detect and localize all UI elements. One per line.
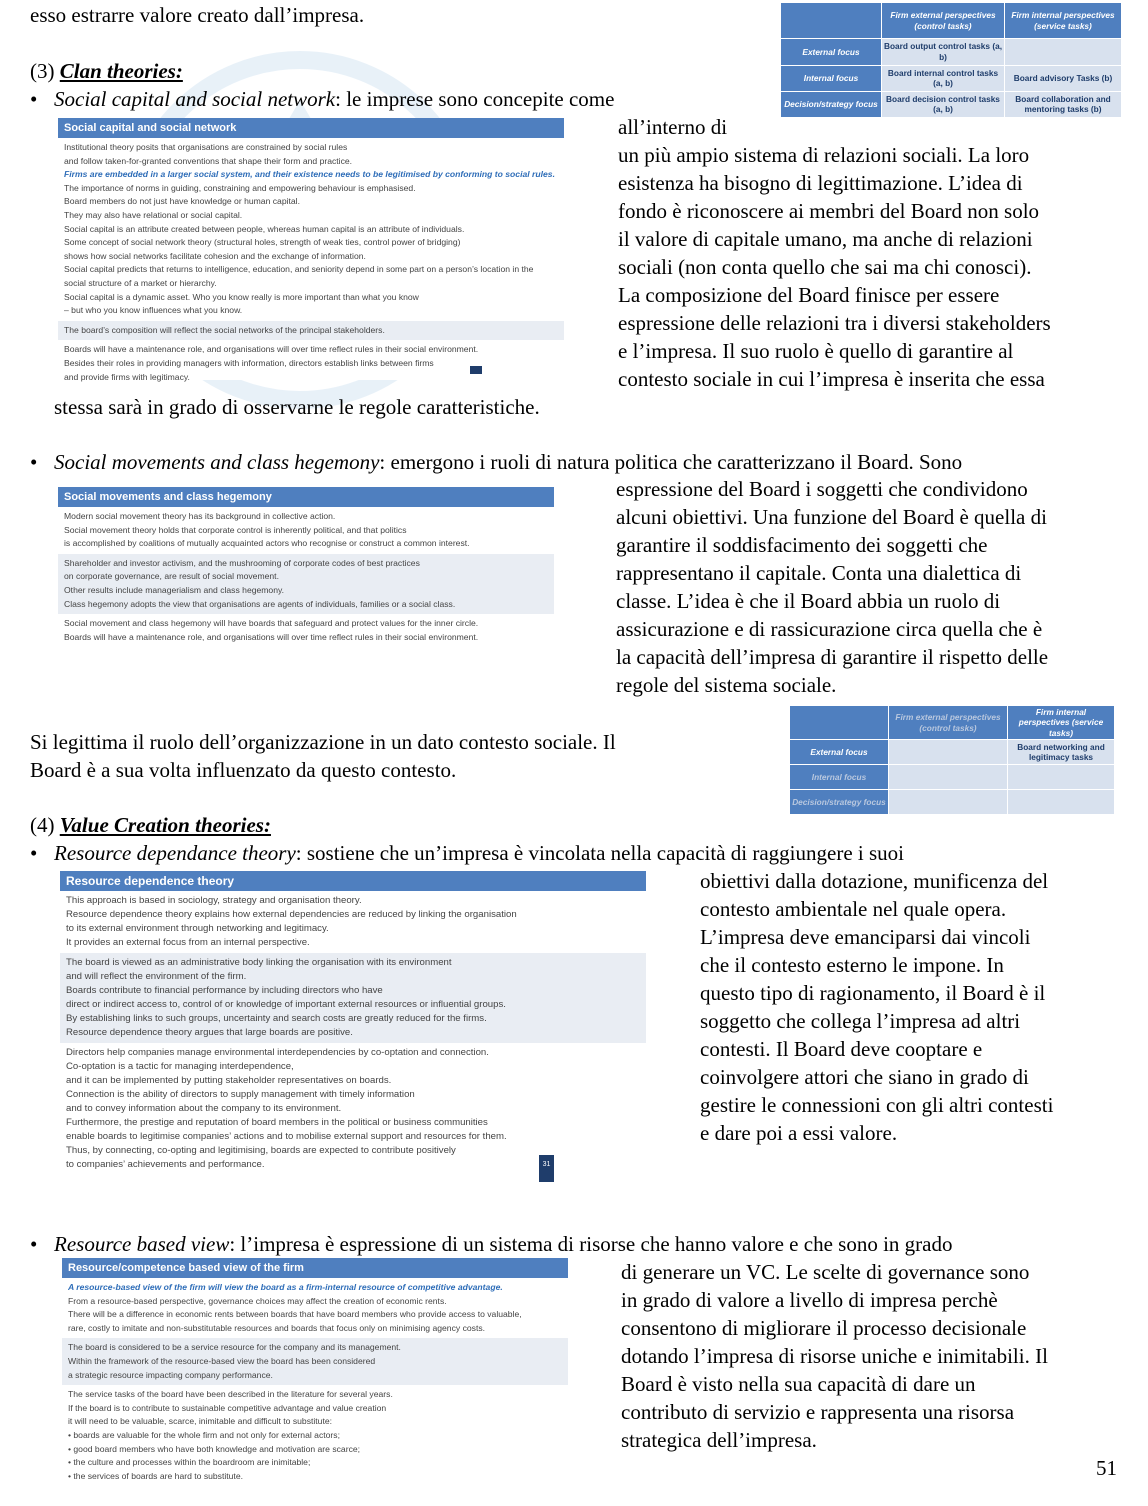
table-corner xyxy=(781,3,882,39)
bullet-resource-dependance: • Resource dependance theory: sostiene che un’impresa è vincolata nella capacità di raggiungere i suoi xyxy=(30,841,904,865)
table-cell xyxy=(1008,790,1115,815)
board-tasks-table xyxy=(780,2,1122,118)
slide-line: shows how social networks facilitate cohesion and the exchange of information. xyxy=(64,250,366,261)
section-number: (3) xyxy=(30,59,60,83)
text-line: e dare poi a essi valore. xyxy=(700,1121,898,1145)
table-cell: Board networking and legitimacy tasks xyxy=(1008,740,1115,765)
text-line: sociali (non conta quello che sai ma chi conosci). xyxy=(618,255,1032,279)
slide-line: Social capital is a dynamic asset. Who you know really is more important than what you know xyxy=(64,291,419,302)
slide-line: to its external environment through networking and legitimacy. xyxy=(66,923,329,934)
text-line: in grado di valore a livello di impresa perchè xyxy=(621,1288,998,1312)
slide-line: Class hegemony adopts the view that organisations are agents of individuals, families or a social class. xyxy=(64,598,456,609)
slide-line: Modern social movement theory has its background in collective action. xyxy=(64,511,336,521)
text-line: Board è a sua volta influenzato da questo contesto. xyxy=(30,758,457,782)
slide-line: A resource-based view of the firm will view the board as a firm-internal resource of competitive advantage. xyxy=(68,1282,503,1292)
slide-rbv xyxy=(62,1258,568,1502)
slide-line: and provide firms with legitimacy. xyxy=(64,371,190,382)
slide-bullet: • the services of boards are hard to substitute. xyxy=(68,1470,562,1484)
slide-title: Social capital and social network xyxy=(58,118,564,138)
text-line: contributo di servizio e rappresenta una risorsa xyxy=(621,1400,1015,1424)
table-row-head: Internal focus xyxy=(790,765,889,790)
slide-line: The board’s composition will reflect the social networks of the principal stakeholders. xyxy=(64,324,385,335)
slide-line: and to convey information about the company to its environment. xyxy=(66,1103,342,1114)
slide-line: and it can be implemented by putting stakeholder representatives on boards. xyxy=(66,1075,392,1086)
table-row-head: Decision/strategy focus xyxy=(781,91,882,117)
bullet-term: Resource dependance theory xyxy=(54,841,296,865)
text-line: all’interno di xyxy=(618,115,728,139)
text-line: un più ampio sistema di relazioni sociali. La loro xyxy=(618,143,1030,167)
table-row-head: Internal focus xyxy=(781,65,882,91)
table-col-head: Firm external perspectives (control tasks) xyxy=(882,3,1005,39)
slide-line: – but who you know influences what you know. xyxy=(64,305,243,316)
table-cell xyxy=(889,790,1008,815)
slide-bullet: • the culture and processes within the boardroom are inimitable; xyxy=(68,1456,562,1470)
text-line: obiettivi dalla dotazione, munificenza del xyxy=(700,869,1049,893)
table-row-head: External focus xyxy=(790,740,889,765)
slide-line: on corporate governance, are result of social movement. xyxy=(64,571,279,582)
slide-line: social structure of a market or hierarchy. xyxy=(64,277,217,288)
bullet-rbv: • Resource based view: l’impresa è espressione di un sistema di risorse che hanno valore e che sono in grado xyxy=(30,1232,953,1256)
slide-title: Resource/competence based view of the firm xyxy=(62,1258,568,1278)
slide-line: By establishing links to such groups, uncertainty and search costs are greatly reduced for the firms. xyxy=(66,1013,487,1024)
slide-line: Boards contribute to financial performance by including directors who have xyxy=(66,985,383,996)
slide-line: Shareholder and investor activism, and the mushrooming of corporate codes of best practices xyxy=(64,557,420,568)
board-tasks-table-2 xyxy=(789,705,1115,815)
slide-line: The board is considered to be a service resource for the company and its management. xyxy=(68,1342,401,1353)
text-line: dotando l’impresa di risorse uniche e inimitabili. Il xyxy=(621,1344,1048,1368)
slide-line: Furthermore, the prestige and reputation of board members in the political or business communities xyxy=(66,1117,488,1128)
slide-line: Social movement and class hegemony will have boards that safeguard and protect values for the inner circle. xyxy=(64,618,479,629)
table-cell xyxy=(889,740,1008,765)
table-cell: Board advisory Tasks (b) xyxy=(1005,65,1122,91)
section-number: (4) xyxy=(30,813,60,837)
slide-social-movements xyxy=(58,487,554,679)
slide-line: The board is viewed as an administrative body linking the organisation with its environment xyxy=(66,957,452,968)
paragraph-rbv xyxy=(621,1258,1048,1454)
section-value-heading xyxy=(30,811,271,839)
slide-line: Social capital is an attribute created between people, whereas human capital is an attribute of individuals. xyxy=(64,223,465,234)
slide-line: Resource dependence theory explains how external dependencies are reduced by linking the organisation xyxy=(66,909,517,920)
slide-line: rare, costly to imitate and non-substitutable resources and boards that focus only on minimising agency costs. xyxy=(68,1322,486,1333)
slide-line: Board members do not just have knowledge or human capital. xyxy=(64,196,300,207)
text-line: L’impresa deve emanciparsi dai vincoli xyxy=(700,925,1031,949)
table-cell: Board decision control tasks (a, b) xyxy=(882,91,1005,117)
slide-line: enable boards to legitimise companies’ actions and to mobilise external support and resources for them. xyxy=(66,1131,507,1142)
section-clan-heading xyxy=(30,57,183,85)
slide-line: is accomplished by coalitions of mutually acquainted actors who recognise or construct a common interest. xyxy=(64,538,470,549)
section-title: Clan theories: xyxy=(59,59,183,83)
slide-line: and will reflect the environment of the firm. xyxy=(66,971,247,982)
table-cell xyxy=(1008,765,1115,790)
slide-line: Institutional theory posits that organisations are constrained by social rules xyxy=(64,142,348,152)
page-number: 51 xyxy=(1096,1456,1117,1480)
bullet-term: Social capital and social network xyxy=(54,87,336,111)
bullet-text: : le imprese sono concepite come xyxy=(335,87,615,111)
text-line: gestire le connessioni con gli altri contesti xyxy=(700,1093,1054,1117)
slide-line: From a resource-based perspective, governance choices may affect the creation of economic rents. xyxy=(68,1295,447,1306)
bullet-text: : sostiene che un’impresa è vincolata nella capacità di raggiungere i suoi xyxy=(295,841,904,865)
slide-line: Connection is the ability of directors to supply management with timely information xyxy=(66,1089,415,1100)
slide-line: it will need to be valuable, scarce, inimitable and difficult to substitute: xyxy=(68,1416,333,1427)
slide-line: a strategic resource impacting company performance. xyxy=(68,1369,273,1380)
slide-line: Other results include managerialism and class hegemony. xyxy=(64,584,285,595)
slide-title: Resource dependence theory xyxy=(60,871,646,891)
slide-social-capital xyxy=(58,118,564,380)
slide-line: The importance of norms in guiding, constraining and empowering behaviour is emphasised. xyxy=(64,182,416,193)
table-cell: Board collaboration and mentoring tasks (b) xyxy=(1005,91,1122,117)
slide-line: It provides an external focus from an internal perspective. xyxy=(66,937,310,948)
bullet-social-capital: • Social capital and social network: le imprese sono concepite come xyxy=(30,87,615,111)
paragraph-tail: stessa sarà in grado di osservarne le regole caratteristiche. xyxy=(54,395,540,419)
text-line: strategica dell’impresa. xyxy=(621,1428,817,1452)
text-line: questo tipo di ragionamento, il Board è il xyxy=(700,981,1046,1005)
table-cell xyxy=(889,765,1008,790)
text-line: contesto sociale in cui l’impresa è inserita che essa xyxy=(618,367,1045,391)
text-line: espressione del Board i soggetti che condividono xyxy=(616,477,1028,501)
slide-line: The service tasks of the board have been described in the literature for several years. xyxy=(68,1389,393,1400)
text-line: garantire il soddisfacimento dei soggetti che xyxy=(616,533,988,557)
intro-line: esso estrarre valore creato dall’impresa. xyxy=(30,3,365,27)
table-row-head: Decision/strategy focus xyxy=(790,790,889,815)
table-cell: Board output control tasks (a, b) xyxy=(882,39,1005,65)
slide-line: Co-optation is a tactic for managing interdependence, xyxy=(66,1061,294,1072)
text-line: esistenza ha bisogno di legittimazione. L’idea di xyxy=(618,171,1023,195)
bullet-term: Resource based view xyxy=(54,1232,230,1256)
slide-line: Resource dependence theory argues that large boards are positive. xyxy=(66,1027,353,1038)
text-line: che il contesto esterno le impone. In xyxy=(700,953,1004,977)
slide-resource-dependence xyxy=(60,871,646,1185)
bullet-text: : emergono i ruoli di natura politica che caratterizzano il Board. Sono xyxy=(379,450,963,474)
text-line: contesto ambientale nel quale opera. xyxy=(700,897,1007,921)
text-line: espressione delle relazioni tra i diversi stakeholders xyxy=(618,311,1051,335)
text-line: coinvolgere attori che siano in grado di xyxy=(700,1065,1029,1089)
table-row-head: External focus xyxy=(781,39,882,65)
bullet-term: Social movements and class hegemony xyxy=(54,450,380,474)
slide-line: Boards will have a maintenance role, and organisations will over time reflect rules in their social environment. xyxy=(64,344,479,355)
slide-line: They may also have relational or social capital. xyxy=(64,209,243,220)
table-cell: Board internal control tasks (a, b) xyxy=(882,65,1005,91)
bullet-text: : l’impresa è espressione di un sistema di risorse che hanno valore e che sono in grado xyxy=(229,1232,953,1256)
slide-page-number: 31 xyxy=(539,1155,554,1182)
text-line: rappresentano il capitale. Conta una dialettica di xyxy=(616,561,1022,585)
text-line: di generare un VC. Le scelte di governance sono xyxy=(621,1260,1030,1284)
text-line: la capacità dell’impresa di garantire il rispetto delle xyxy=(616,645,1049,669)
text-line: e l’impresa. Il suo ruolo è quello di garantire al xyxy=(618,339,1014,363)
slide-bullet: • boards are valuable for the whole firm and not only for external actors; xyxy=(68,1429,562,1443)
text-line: fondo è riconoscere ai membri del Board non solo xyxy=(618,199,1040,223)
paragraph-legitimation xyxy=(30,728,616,784)
paragraph-resource-dependance xyxy=(700,867,1053,1147)
slide-line: If the board is to contribute to sustainable competitive advantage and value creation xyxy=(68,1402,387,1413)
slide-line: Within the framework of the resource-based view the board has been considered xyxy=(68,1355,376,1366)
slide-line: Some concept of social network theory (structural holes, strength of weak ties, control power of bridging) xyxy=(64,237,461,248)
table-col-head: Firm external perspectives (control tasks) xyxy=(889,706,1008,740)
slide-line: This approach is based in sociology, strategy and organisation theory. xyxy=(66,895,362,906)
slide-page-marker xyxy=(470,366,482,374)
text-line: il valore di capitale umano, ma anche di relazioni xyxy=(618,227,1033,251)
text-line: Si legittima il ruolo dell’organizzazione in un dato contesto sociale. Il xyxy=(30,730,616,754)
slide-bullet: • good board members who have both knowledge and motivation are scarce; xyxy=(68,1443,562,1457)
table-col-head: Firm internal perspectives (service tasks) xyxy=(1005,3,1122,39)
text-line: consentono di migliorare il processo decisionale xyxy=(621,1316,1027,1340)
slide-line: direct or indirect access to, control of or knowledge of important external resources or influential groups. xyxy=(66,999,506,1010)
text-line: assicurazione e di rassicurazione circa quella che è xyxy=(616,617,1043,641)
text-line: Board è visto nella sua capacità di dare un xyxy=(621,1372,976,1396)
table-corner xyxy=(790,706,889,740)
table-col-head: Firm internal perspectives (service tasks) xyxy=(1008,706,1115,740)
slide-line: Thus, by connecting, co-opting and legitimising, boards are expected to contribute positively xyxy=(66,1145,456,1156)
text-line: La composizione del Board finisce per essere xyxy=(618,283,1000,307)
slide-line: Social capital predicts that returns to intelligence, education, and seniority depend in some part on a person’s location in the xyxy=(64,264,534,275)
slide-line: to companies’ achievements and performance. xyxy=(66,1159,265,1170)
text-line: contesti. Il Board deve cooptare e xyxy=(700,1037,983,1061)
section-title: Value Creation theories: xyxy=(59,813,271,837)
slide-title: Social movements and class hegemony xyxy=(58,487,554,507)
text-line: soggetto che collega l’impresa ad altri xyxy=(700,1009,1021,1033)
slide-line: Social movement theory holds that corporate control is inherently political, and that politics xyxy=(64,524,407,535)
slide-line: There will be a difference in economic rents between boards that have board members who provide access to valuable, xyxy=(68,1309,522,1320)
text-line: alcuni obiettivi. Una funzione del Board è quella di xyxy=(616,505,1047,529)
paragraph-social-capital xyxy=(618,113,1051,393)
text-line: regole del sistema sociale. xyxy=(616,673,837,697)
text-line: classe. L’idea è che il Board abbia un ruolo di xyxy=(616,589,1001,613)
bullet-social-movements: • Social movements and class hegemony: emergono i ruoli di natura politica che caratterizzano il Board. Sono xyxy=(30,450,963,474)
paragraph-social-movements xyxy=(616,475,1048,699)
slide-line: Boards will have a maintenance role, and organisations will over time reflect rules in their social environment. xyxy=(64,631,479,642)
slide-line: Besides their roles in providing managers with information, directors establish links between firms xyxy=(64,357,434,368)
table-cell xyxy=(1005,39,1122,65)
slide-line: Directors help companies manage environmental interdependencies by co-optation and connection. xyxy=(66,1047,489,1058)
slide-line: Firms are embedded in a larger social system, and their existence needs to be legitimised by conforming to social rules. xyxy=(64,169,555,180)
slide-line: and follow taken-for-granted conventions that shape their form and practice. xyxy=(64,155,353,166)
